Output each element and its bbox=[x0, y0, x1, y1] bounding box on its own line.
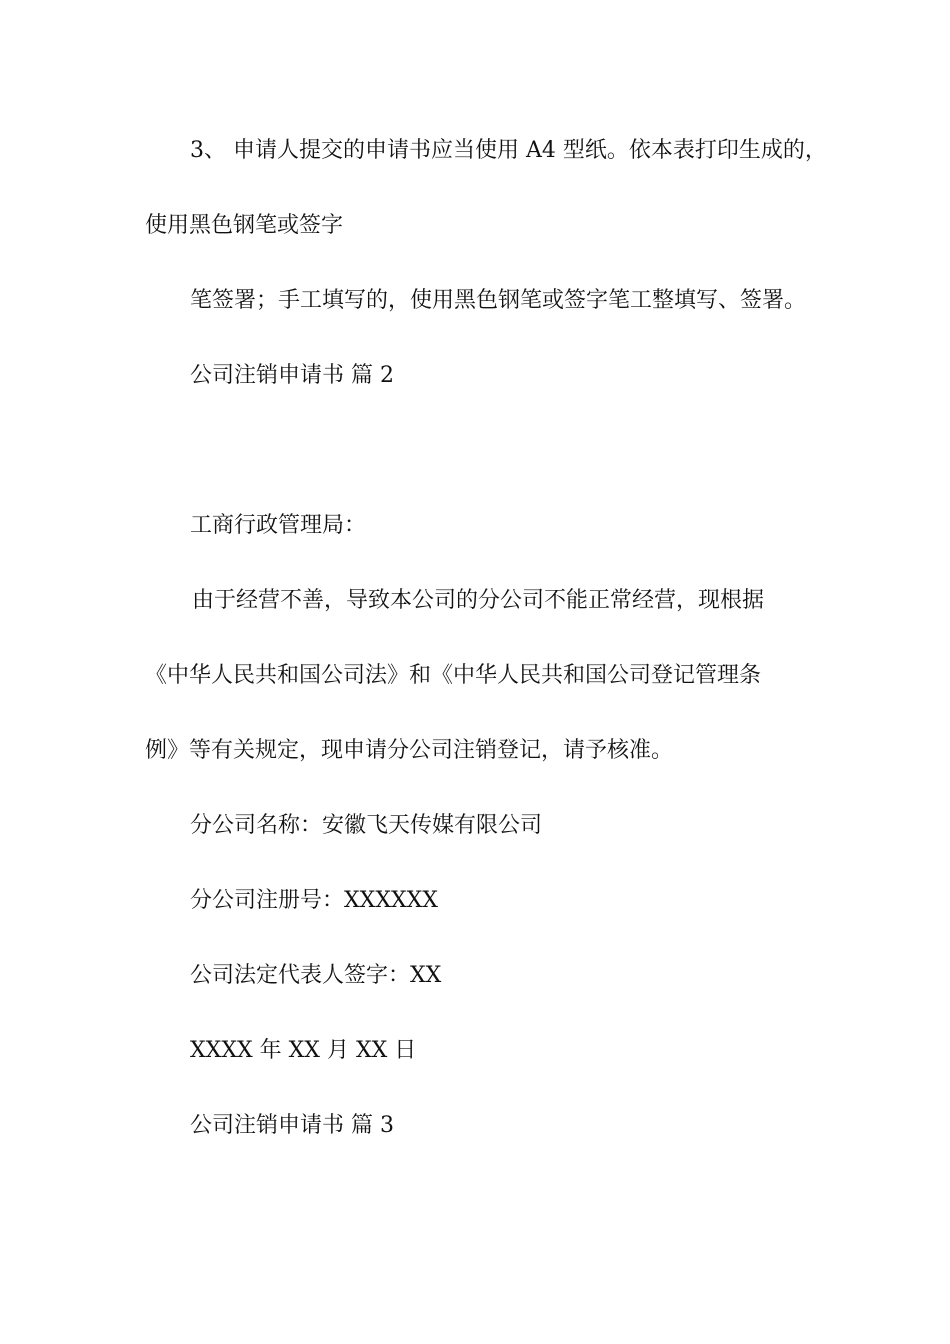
paragraph-signing-instructions: 笔签署；手工填写的，使用黑色钢笔或签字笔工整填写、签署。 bbox=[190, 288, 807, 313]
paragraph-item-3-continuation: 使用黑色钢笔或签字 bbox=[145, 213, 344, 238]
letter-addressee: 工商行政管理局： bbox=[190, 513, 367, 538]
branch-name-field: 分公司名称：安徽飞天传媒有限公司 bbox=[190, 813, 543, 838]
section-heading-part-2: 公司注销申请书 篇 2 bbox=[190, 363, 394, 388]
legal-representative-signature: 公司法定代表人签字：XX bbox=[190, 963, 442, 988]
branch-registration-number: 分公司注册号：XXXXXX bbox=[190, 888, 438, 913]
section-heading-part-3: 公司注销申请书 篇 3 bbox=[190, 1113, 394, 1138]
document-date: XXXX 年 XX 月 XX 日 bbox=[190, 1038, 417, 1063]
paragraph-item-3: 3、 申请人提交的申请书应当使用 A4 型纸。依本表打印生成的， bbox=[190, 138, 827, 163]
letter-body-line-3: 例》等有关规定，现申请分公司注销登记，请予核准。 bbox=[145, 738, 674, 763]
letter-body-line-1: 由于经营不善，导致本公司的分公司不能正常经营，现根据 bbox=[192, 588, 765, 613]
letter-body-line-2: 《中华人民共和国公司法》和《中华人民共和国公司登记管理条 bbox=[145, 663, 762, 688]
